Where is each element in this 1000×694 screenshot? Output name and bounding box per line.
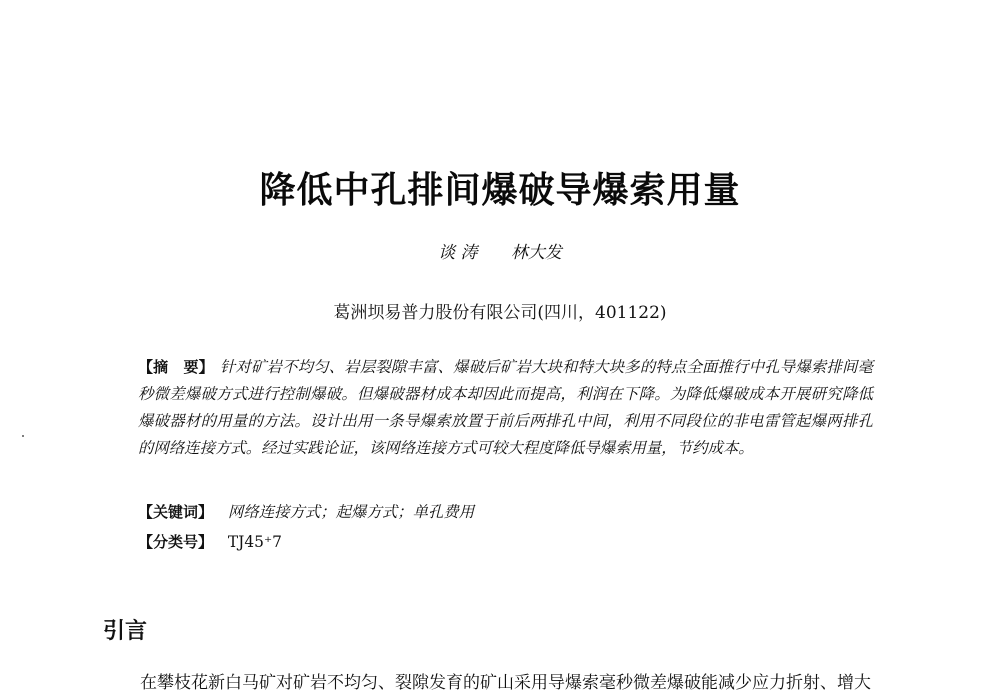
author-name: 林大发 — [510, 243, 562, 263]
scan-speck — [22, 435, 24, 437]
classification-label: 【分类号】 — [138, 533, 214, 551]
affiliation: 葛洲坝易普力股份有限公司(四川，401122) — [333, 303, 667, 323]
keywords-row — [138, 500, 474, 522]
classification-row — [138, 531, 282, 552]
abstract-text: 针对矿岩不均匀、岩层裂隙丰富、爆破后矿岩大块和特大块多的特点全面推行中孔导爆索排间毫秒微差爆破方式进行控制爆破。但爆破器材成本却因此而提高，利润在下降。为降低爆破成本开展研究降低爆破器材的用量的方法。设计出用一条导爆索放置于前后两排孔中间，利用不同段位的非电雷管起爆两排孔的网络连接方式。经过实践论证，该网络连接方式可较大程度降低导爆索用量，节约成本。 — [138, 358, 873, 457]
keywords-text: 网络连接方式；起爆方式；单孔费用 — [227, 503, 475, 521]
keywords-label: 【关键词】 — [138, 503, 214, 521]
paper-title: 降低中孔排间爆破导爆索用量 — [259, 170, 741, 211]
body-paragraph-line: 在攀枝花新白马矿对矿岩不均匀、裂隙发育的矿山采用导爆索毫秒微差爆破能减少应力折射、增大 — [140, 673, 871, 693]
author-name: 谈 涛 — [438, 243, 478, 263]
classification-code: TJ45⁺7 — [227, 533, 282, 551]
section-heading: 引言 — [103, 619, 148, 644]
abstract-label: 【摘 要】 — [138, 358, 214, 376]
abstract-block — [138, 354, 873, 462]
author-list — [0, 238, 1000, 263]
